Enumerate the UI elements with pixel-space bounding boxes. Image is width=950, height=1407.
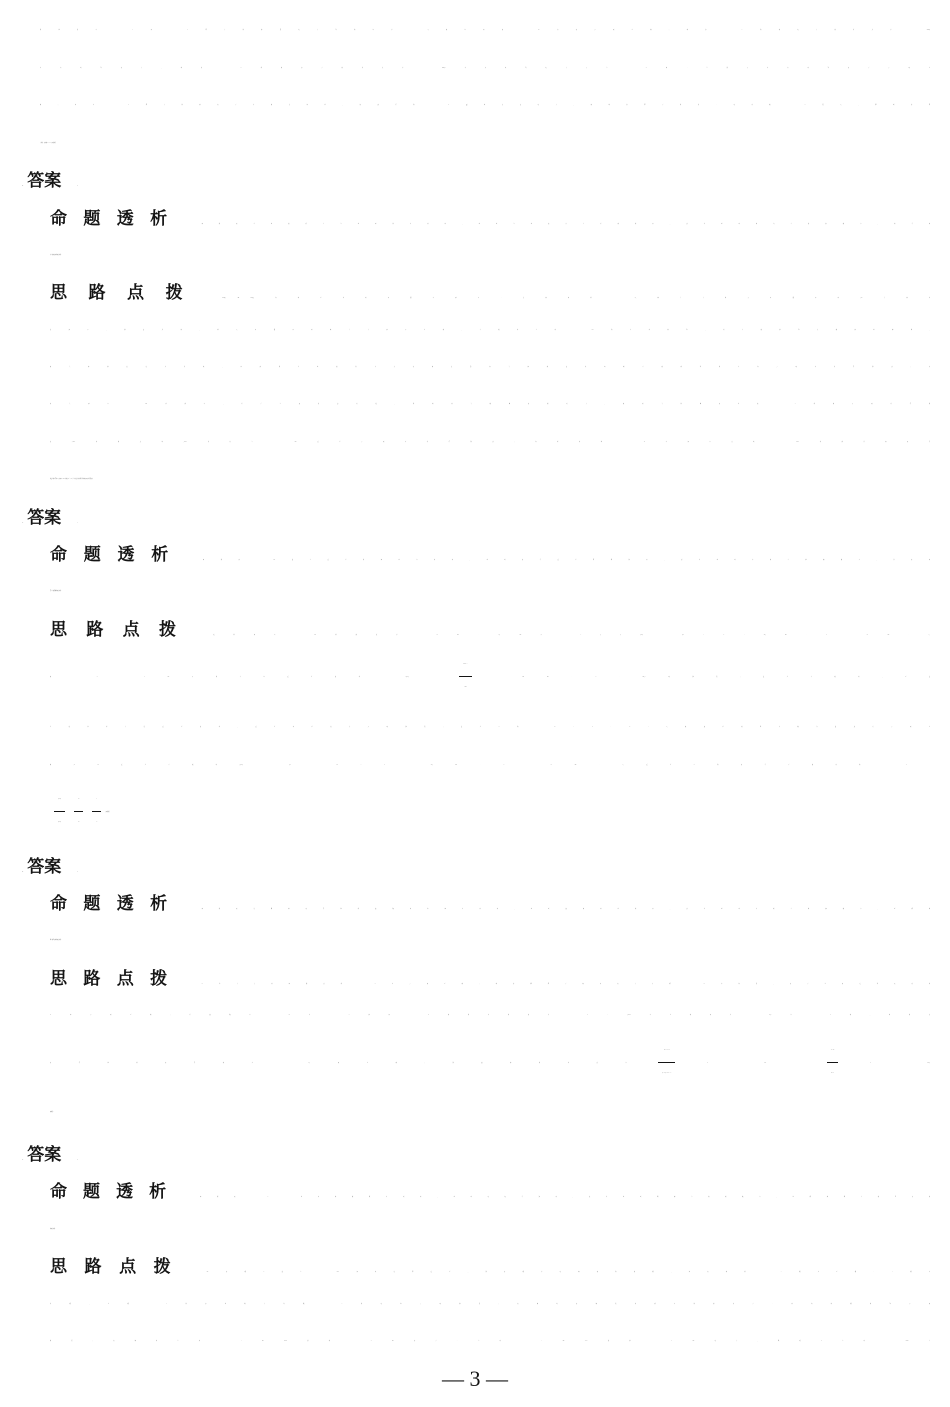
q13-approach-line [50,1323,930,1361]
intro-line [40,87,930,125]
math-variable [670,1073,671,1074]
superscript [504,765,505,766]
text-run: 的浓度是 3.8 mol · L [315,635,499,636]
page-number: — 3 — [442,1366,508,1391]
text-run: 化合物的化合价为 0,C 项正确;该晶体的密度为 [50,1063,655,1064]
approach-label: 思路点拨 [50,1257,189,1277]
text-run: = [87,812,89,813]
q10-answer-header [22,162,422,200]
fraction-numerator [74,789,83,812]
text-run: 的核心素养。 [50,1229,56,1230]
intro-line [40,125,930,163]
text-run: 确;因为 N 原子的价电子是稳定结构,比其后的 O 更难失去电子,故基态原子的第一电离能 N 最大,即基态原 [40,105,930,106]
fraction-denominator [92,812,101,834]
text-run: (g),向恒压密闭容器中通入一定体积的 N [252,298,636,299]
fraction [92,789,101,834]
text-run [464,687,466,688]
q13-answer-header [22,1136,422,1174]
fraction-numerator [658,1040,675,1063]
analysis-label: 命题透析 [50,209,184,229]
analysis-text [202,909,930,910]
answer-value: C [77,523,78,524]
text-run: ) = (3.8 - 0.8 × 2 - 0.6) mol · L [242,765,504,766]
text-run: < 0,故其在低温下能自发进行,C 项正 [630,727,930,728]
q13-analysis-line [50,1211,930,1249]
superscript [929,1063,930,1064]
answer-value: D [77,1160,78,1161]
math-variable [833,1073,834,1074]
text-run: O [251,298,253,299]
text-run: ,D [929,1063,931,1064]
fraction-denominator [74,812,83,834]
q10-analysis-line [50,200,930,238]
text-run: 度减小,颜色变浅,增大容器容积相当于减小压强,平衡向生成 NO [50,330,593,331]
text-run [78,799,79,800]
fraction-numerator [827,1040,838,1063]
text-run: 意;AgNO [50,442,75,443]
answer-label: 答案 [27,171,62,191]
text-run: 子的第一电离能:C < O < N,D 项错误。 [40,143,57,144]
text-run: 的方向移动,但平衡移动只能减弱影响, [593,330,930,331]
text-run: ,2 个未成对电子,S 与 O 同一主族,2 个未成对电子,C 项正 [444,68,930,69]
text-run: = 1.6 mol · L [504,765,623,766]
text-run: 氯气通入 Na [50,404,147,405]
math-variable: K [905,765,907,766]
math-variable: T [73,765,75,766]
approach-label: 思路点拨 [50,283,205,303]
text-run: 产生沉淀干扰卤素原子的鉴别,D 项不符合题意。 [72,479,94,480]
approach-label: 思路点拨 [50,969,184,989]
fraction [459,654,471,699]
answer-label: 答案 [27,857,62,877]
q10-approach-line [50,461,930,499]
text-run: 15 种,B 项正确;若晶胞中 Cu 为 +1 价和 +2 价的个数比是 2 ∶ 1,Cu [50,1015,630,1016]
approach-text [206,1272,930,1273]
text-run [831,1050,834,1051]
text-run: 杂化,B 项正确;基态 C 的价电子排布式是 2s [539,30,928,31]
text-run: 究与创新意识的核心素养。 [50,255,62,256]
text-run: ℃反应平衡时, [74,765,240,766]
text-run: 项错误。 [50,1112,54,1113]
text-run: (NO [240,765,242,766]
text-run: 错误;电解时生成 1 mol BHMF 转移 2 mol 电子、生成 1 mol FDCA 转移 6 mol 电子,理论上生成 BHMF 与 [50,1341,930,1342]
text-run: (g) [224,298,226,299]
analysis-label: 命题透析 [50,894,184,914]
text-run: 故 0 ~ 5 min 内的平均反应速率 [50,677,406,678]
q10-approach-line [50,386,930,424]
text-run: 故气体颜色还是变浅,因此该实验操作下无法通过最终气体颜色来判断平衡移动的方向,A 项不符合题意;将 [50,367,930,368]
text-run: = [766,1063,823,1064]
fraction-denominator [658,1063,675,1085]
approach-label: 思路点拨 [50,620,196,640]
text-run: 气体密 [862,298,931,299]
q12-analysis-line [50,922,930,960]
text-run: N [250,298,252,299]
text-run: g · cm [679,1063,766,1064]
text-run: = 2.3 mol · L [827,635,930,636]
answer-value: B [77,186,78,187]
superscript [644,677,645,678]
question-number: 11. [22,523,24,524]
q12-answer-header [22,848,422,886]
text-run: S 溶液中,若产生淡黄色沉淀,说明氯气能氧化硫离子,故氯气的氧化性比 S 的强,B 项符合题 [146,404,930,405]
superscript [766,1063,767,1064]
text-run: ,相当于增大容器容积,NO [635,298,862,299]
fraction [54,789,65,834]
fraction [658,1040,675,1085]
text-run: 溶液,OH [65,479,70,480]
text-run: < 0、Δ [555,727,630,728]
text-run: 本题以 5 - 羟甲基糠醛为素材,考查电化学知识,意在考查理解与辨析能力,证据推理与模型认知 [200,1197,930,1198]
intro-line [40,50,930,88]
question-number: 10. [22,186,24,187]
text-run: ,D 项错误。 [105,812,111,813]
text-run: 负极,正极 X 的电势高于负极 Y 的电势,A 项错误;电解时电解质溶液中的阴离子一般向阳极移动,B 项 [50,1304,930,1305]
text-run: ) = [408,677,456,678]
text-run: 起始加入 NO [213,635,316,636]
intro-line [40,12,930,50]
fraction-numerator [459,654,471,677]
q11-approach-line [50,788,930,838]
question-number: 13. [22,1160,24,1161]
q12-approach-line [50,1039,930,1089]
fraction-numerator [54,789,65,812]
analysis-label: 命题透析 [50,1182,183,1202]
superscript [623,765,624,766]
text-run [463,664,467,665]
text-run: (NO [640,635,642,636]
text-run: = [906,765,930,766]
q10-approach-line [50,274,930,312]
q12-analysis-line [50,885,930,923]
q12-approach-line [50,960,930,998]
text-run: ,A 项错误;反应平衡时,正反 [644,677,930,678]
q10-analysis-line [50,237,930,275]
text-run: · min [596,677,645,678]
text-run: 该物质中 X 和 Z 原子的价层电子对数均是 4,故均采取 sp [40,30,540,31]
text-run: 2p [927,30,929,31]
analysis-label: 命题透析 [50,545,186,565]
text-run [78,822,79,823]
fraction [827,1040,838,1085]
text-run: 本题以实验操作与实验目的为素材,考查实验设计与评价知识,意在考查探究与创新能力,科学探 [201,224,930,225]
q11-approach-line [50,747,930,785]
q13-approach-line [50,1248,930,1286]
text-run: 应速率等于逆反应速率,反应仍在进行,B 项错误;反应②的 Δ [50,727,555,728]
analysis-text [203,560,930,561]
text-run: ,5 min 内 [499,635,581,636]
q10-approach-line [50,312,930,350]
superscript [596,677,597,678]
text-run [96,822,97,823]
text-run: 发生反应的图像为素材,考查化学反应原理知识,意在考查分析与推测能力,变化观 [275,560,930,561]
q11-analysis-line [50,573,930,611]
approach-text [213,635,930,636]
math-variable: H [554,727,556,728]
fraction-denominator [827,1063,838,1085]
text-run: (NO [406,677,408,678]
q11-approach-line [50,611,930,649]
text-run: 直接与 Na [186,442,296,443]
q10-approach-line [50,349,930,387]
text-run: 确; [50,765,74,766]
text-run: 理与模型认知的核心素养。 [50,940,62,941]
text-run: = [68,812,70,813]
q11-answer-header [22,499,422,537]
q13-analysis-line [50,1173,930,1211]
text-run [664,1050,669,1051]
text-run: ) = (0.9 × 2 + 0.5) mol · L [642,635,827,636]
text-run: Se [629,1015,631,1016]
analysis-text [200,1197,930,1198]
approach-text [202,984,930,985]
text-run: ,再加入 AgNO [58,479,65,480]
text-run: ,2 [929,30,930,31]
q11-approach-line [50,709,930,747]
q12-approach-line [50,1094,930,1132]
text-run: 与 Ag [69,479,72,480]
text-run: 念与平衡思想的核心素养。 [50,591,62,592]
text-run: 2NO [222,298,225,299]
superscript [929,635,930,636]
text-run: 溶液过量,AgNO [75,442,187,443]
q13-approach-line [50,1286,930,1324]
text-run: 的反应液中含有 OH [50,479,59,480]
text-run: = 0.46 mol · L [475,677,596,678]
answer-value: D [77,872,78,873]
text-run: S 反应,C 项不符合题意;向有机物 M 中加入过量 NaOH 溶液并加热后 [295,442,931,443]
analysis-text [202,224,930,225]
equilibrium-arrow: ⇌ [237,298,239,299]
text-run: ,反应②的化学平衡常数 [623,765,906,766]
superscript [827,635,828,636]
text-run: 本题以某铜硒化合物的晶胞结构图为素材,考查晶体结构知识,意在考查分析与推测能力,证据推 [201,909,930,910]
text-run: Se 位于元素周期表的 p 区,A 项正确;基态铜原子核外电子占据 15 个轨道,电子空间运动状态有 [201,984,931,985]
fraction [74,789,83,834]
answer-label: 答案 [27,508,62,528]
q11-analysis-line [50,536,930,574]
answer-label: 答案 [27,1145,62,1165]
q11-approach-line [50,653,930,703]
approach-text [222,298,930,299]
text-run: 2p [443,68,445,69]
text-run: 中正价和是 +4,Se 为 -2 价,则满足 [630,1015,931,1016]
text-run: Ag/C 电极上发生 HMF 加氢还原反应,该电极是电解池的阴极,则电源的 X 极为正极、Y 极为 [206,1272,931,1273]
q10-approach-line [50,424,930,462]
text-run: 本题以 NO [203,560,275,561]
question-number: 12. [22,872,24,873]
fraction-denominator [459,677,471,699]
fraction-denominator [54,812,65,834]
subscript [581,635,640,636]
superscript [499,635,500,636]
math-variable: S [629,727,631,728]
fraction-numerator [92,789,101,812]
q12-approach-line [50,997,930,1035]
text-run: 个未成对电子,基态 O 的价电子排布式是 2s [40,68,443,69]
text-run: g · cm [842,1063,929,1064]
